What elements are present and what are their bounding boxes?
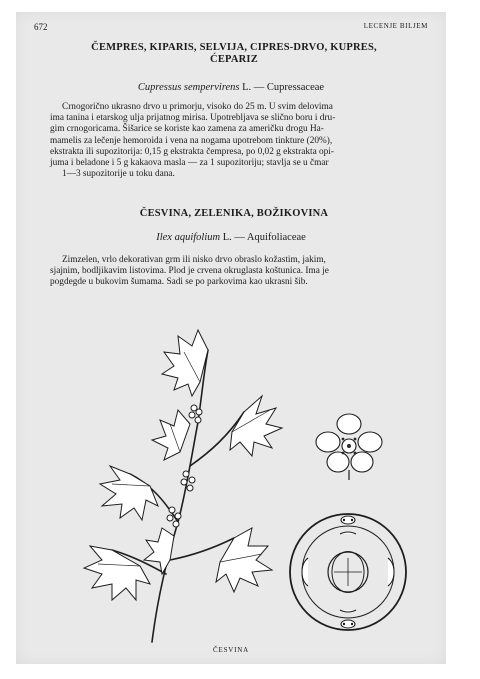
section2-body: [50, 255, 420, 289]
section2-author-family: L. — Aquifoliaceae: [220, 232, 306, 243]
section2-line: Zimzelen, vrlo dekorativan grm ili nisko drvo obraslo kožastim, jakim,: [62, 255, 326, 265]
section1-line: juma i beladone i 5 g kakaova masla — za 1 supozitoriju; stavlja se u čmar: [50, 158, 329, 169]
holly-branch-illustration: [66, 324, 306, 646]
page-header: [34, 22, 428, 34]
section2-title: ČESVINA, ZELENIKA, BOŽIKOVINA: [139, 208, 329, 219]
section2-species: [46, 232, 416, 244]
section1-species: [46, 82, 416, 94]
section1-line: mamelis za lečenje hemoroida i vena na nogama upotrebom tinkture (20%),: [50, 135, 333, 146]
section1-latin-name: Cupressus sempervirens: [137, 82, 240, 93]
section1-line: Crnogorično ukrasno drvo u primorju, visoko do 25 m. U svim delovima: [62, 102, 333, 112]
section1-title: [50, 42, 418, 66]
section2-line: sjajnim, bodljikavim listovima. Plod je crvena okruglasta koštunica. Ima je: [50, 266, 329, 277]
section1-line: gim crnogoricama. Šišarice se koriste kao zamena za američku drogu Ha-: [50, 124, 324, 135]
section1-title-line2: ĆEPARIZ: [210, 54, 258, 65]
section1-title-line1: ČEMPRES, KIPARIS, SELVIJA, CIPRES-DRVO, KUPRES,: [91, 42, 377, 53]
running-head: LECENJE BILJEM: [363, 22, 428, 30]
figure-caption: ČESVINA: [213, 646, 249, 654]
section1-line: ima tanina i etarskog ulja prijatnog mirisa. Upotrebljava se slično boru i dru-: [50, 113, 336, 124]
section1-line: ekstrakta ili supozitorija: 0,15 g ekstrakta čempresa, po 0,02 g ekstrakta opi-: [50, 146, 334, 157]
section1-author-family: L. — Cupressaceae: [239, 82, 325, 93]
section2-line: pogdegde u bukovim šumama. Sadi se po parkovima kao ukrasni šib.: [50, 277, 308, 288]
section1-line: 1—3 supozitorije u toku dana.: [62, 169, 175, 180]
book-page: [16, 12, 446, 664]
floral-diagram: [278, 510, 418, 634]
page-number: 672: [34, 22, 48, 32]
holly-flower-illustration: [306, 406, 392, 482]
section1-body: [50, 102, 420, 180]
section2-latin-name: Ilex aquifolium: [156, 232, 221, 243]
